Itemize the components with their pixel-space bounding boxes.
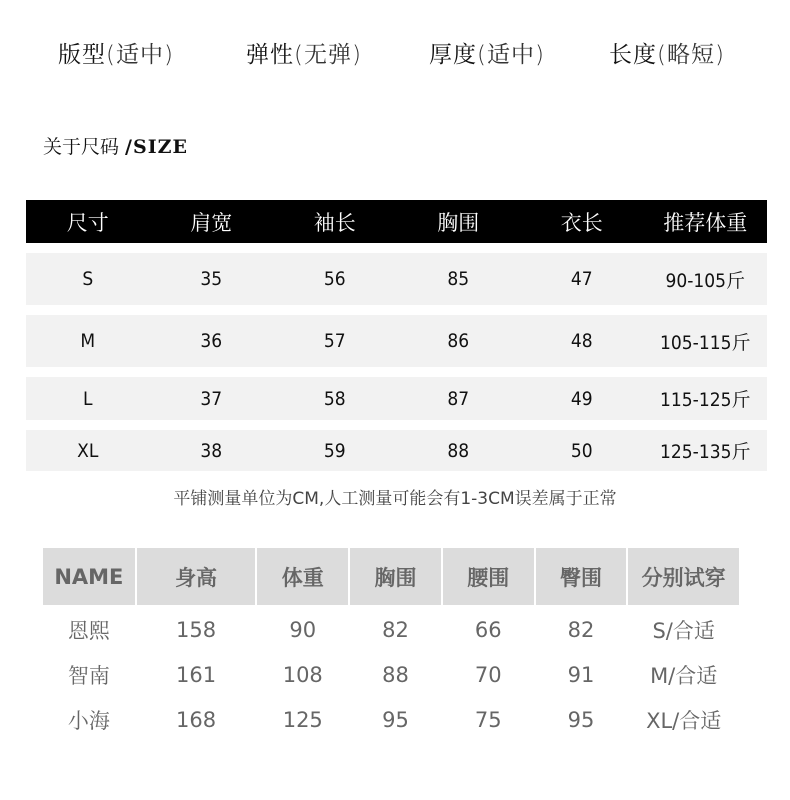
model-cell: 82 [567,618,595,642]
size-table-row [26,377,767,420]
size-cell: 90-105斤 [665,269,746,292]
measurement-note: 平铺测量单位为CM,人工测量可能会有1-3CM误差属于正常 [173,489,617,509]
size-cell: 57 [323,330,346,352]
size-cell: 49 [570,387,593,410]
model-header-cell: 腰围 [443,548,534,605]
size-table-row [26,253,767,305]
size-header-cell: 胸围 [437,210,480,235]
size-cell: 125-135斤 [660,441,751,463]
model-cell: 158 [176,618,217,642]
model-header-cell: 分别试穿 [628,548,739,605]
model-cell: 智南 [67,664,110,688]
attribute-thickness [429,36,545,69]
model-header-cell: 胸围 [350,548,441,605]
model-table-row [43,655,739,695]
size-header-cell: 尺寸 [66,210,109,235]
size-table-row [26,430,767,471]
size-cell: S [82,268,94,290]
size-cell: L [82,387,93,410]
model-cell: 108 [282,663,323,687]
size-cell: 115-125斤 [660,389,751,411]
model-header-cell: 体重 [257,548,348,605]
size-cell: 85 [447,268,470,290]
size-header-cell: 袖长 [313,210,356,235]
attribute-key: 弹性 [246,42,294,68]
attribute-fit [58,36,174,69]
size-header-cell: 衣长 [560,210,603,235]
model-cell: XL/合适 [646,709,722,733]
model-table-header [43,548,739,605]
model-header-cell: 臀围 [536,548,627,605]
model-cell: 161 [176,663,217,687]
model-cell: 小海 [67,709,110,733]
model-cell: 75 [474,708,502,732]
size-cell: 105-115斤 [660,331,751,354]
attribute-key: 长度 [609,42,657,68]
size-table-header [26,200,767,243]
model-cell: 91 [567,663,595,687]
model-header-cell: NAME [43,548,135,605]
size-title-cn: 关于尺码 [43,136,126,158]
size-cell: 50 [570,439,593,462]
size-cell: 86 [447,330,470,352]
model-header-cell: 身高 [137,548,256,605]
attribute-value: (无弹) [294,42,362,68]
size-cell: 87 [447,387,470,410]
model-cell: 168 [176,708,217,732]
model-cell: 恩熙 [67,619,110,643]
attribute-key: 版型 [58,42,106,68]
size-cell: 35 [200,268,223,290]
size-cell: 48 [570,330,593,352]
size-cell: 59 [323,439,346,462]
model-cell: 90 [289,618,317,642]
model-cell: 95 [567,708,595,732]
size-cell: 58 [323,387,346,410]
model-cell: M/合适 [650,664,718,688]
model-cell: 70 [474,663,502,687]
size-title-en: /SIZE [125,136,188,158]
attribute-value: (略短) [657,42,725,68]
size-cell: 56 [323,268,346,290]
model-cell: 125 [282,708,323,732]
model-cell: 95 [382,708,409,732]
model-table-row [43,700,739,740]
model-cell: 82 [382,618,409,642]
size-table-row [26,315,767,367]
size-cell: 36 [200,330,223,352]
size-cell: 88 [447,439,470,462]
size-header-cell: 推荐体重 [663,210,748,235]
size-cell: XL [77,439,99,462]
attribute-value: (适中) [106,42,174,68]
size-cell: M [80,330,96,352]
model-cell: S/合适 [652,619,715,643]
attribute-length [609,36,725,69]
size-header-cell: 肩宽 [190,210,233,235]
model-table-row [43,610,739,650]
model-cell: 66 [474,618,502,642]
size-cell: 37 [200,387,223,410]
size-cell: 38 [200,439,223,462]
attribute-value: (适中) [477,42,545,68]
attribute-elasticity [246,36,362,69]
attribute-key: 厚度 [429,42,477,68]
model-cell: 88 [382,663,409,687]
size-section-title [43,132,188,159]
size-cell: 47 [570,268,593,290]
product-attributes [0,36,790,76]
